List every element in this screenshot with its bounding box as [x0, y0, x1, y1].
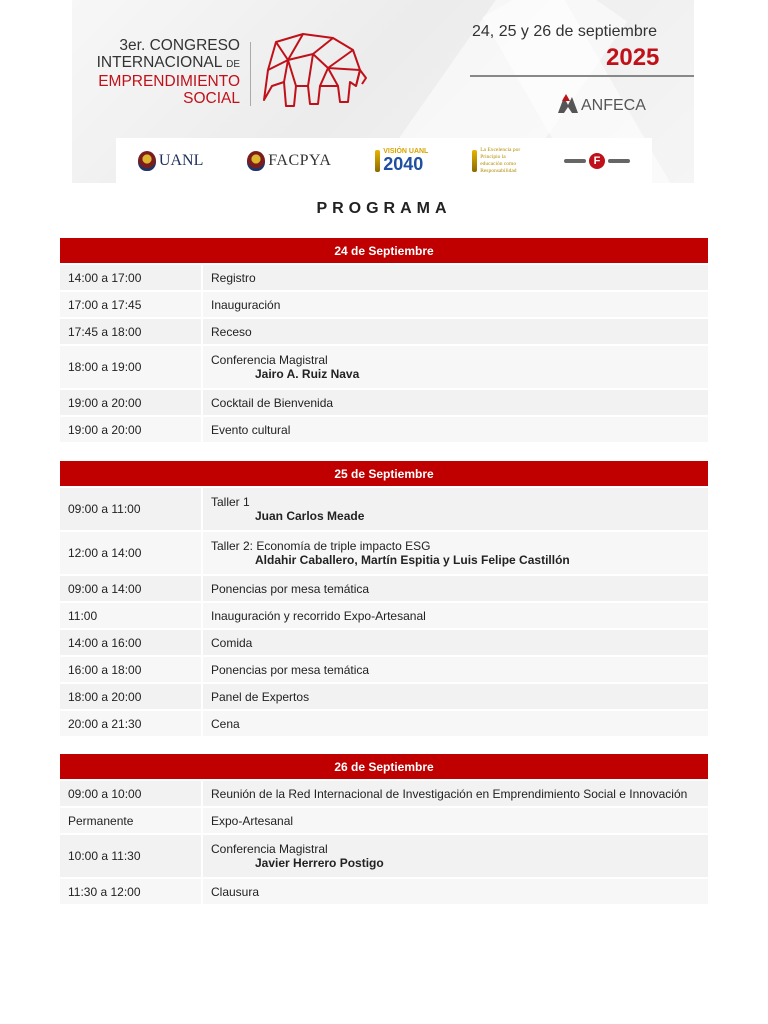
activity-cell: Panel de Expertos [203, 684, 708, 709]
activity-cell: Clausura [203, 879, 708, 904]
activity-cell: Ponencias por mesa temática [203, 657, 708, 682]
time-cell: 17:00 a 17:45 [60, 292, 201, 317]
day-heading: 24 de Septiembre [60, 238, 708, 263]
schedule-row [60, 317, 708, 344]
day-table [60, 754, 708, 904]
header-divider [250, 42, 251, 106]
time-cell: 12:00 a 14:00 [60, 532, 201, 574]
vision-2040-logo: VISIÓN UANL 2040 [375, 148, 428, 173]
time-cell: 14:00 a 17:00 [60, 265, 201, 290]
activity-cell: Taller 1 Juan Carlos Meade [203, 488, 708, 530]
time-cell: 09:00 a 10:00 [60, 781, 201, 806]
event-year: 2025 [606, 44, 660, 71]
anfeca-text: ANFECA [581, 97, 646, 114]
speaker-name: Aldahir Caballero, Martín Espitia y Luis Felipe Castillón [255, 553, 570, 567]
schedule-row [60, 877, 708, 904]
schedule-row [60, 628, 708, 655]
event-dates: 24, 25 y 26 de septiembre [472, 23, 658, 40]
activity-cell: Conferencia Magistral Javier Herrero Postigo [203, 835, 708, 877]
time-cell: 19:00 a 20:00 [60, 417, 201, 442]
time-cell: 20:00 a 21:30 [60, 711, 201, 736]
facpya-logo: FACPYA [247, 151, 331, 171]
congress-line-2: INTERNACIONAL DE [96, 54, 240, 71]
activity-cell: Evento cultural [203, 417, 708, 442]
partner-logos [116, 138, 652, 183]
wing-icon [608, 159, 630, 163]
day-table [60, 461, 708, 736]
schedule-row [60, 806, 708, 833]
day-heading: 25 de Septiembre [60, 461, 708, 486]
uanl-logo: UANL [138, 151, 203, 171]
f-emblem-icon: F [589, 153, 605, 169]
time-cell: 16:00 a 18:00 [60, 657, 201, 682]
day-table [60, 238, 708, 442]
schedule-row [60, 682, 708, 709]
date-rule [470, 75, 694, 77]
schedule-row [60, 344, 708, 388]
time-cell: 09:00 a 11:00 [60, 488, 201, 530]
activity-cell: Ponencias por mesa temática [203, 576, 708, 601]
activity-cell: Receso [203, 319, 708, 344]
activity-cell: Inauguración [203, 292, 708, 317]
anfeca-logo [556, 93, 646, 115]
facpya-shield-icon [247, 151, 265, 171]
activity-cell: Cocktail de Bienvenida [203, 390, 708, 415]
time-cell: 09:00 a 14:00 [60, 576, 201, 601]
schedule-row [60, 709, 708, 736]
activity-cell: Comida [203, 630, 708, 655]
activity-cell: Registro [203, 265, 708, 290]
schedule-row [60, 263, 708, 290]
wing-icon [564, 159, 586, 163]
schedule-row [60, 530, 708, 574]
activity-cell: Taller 2: Economía de triple impacto ESG Aldahir Caballero, Martín Espitia y Luis Felipe Castillón [203, 532, 708, 574]
schedule-row [60, 779, 708, 806]
torch-icon [375, 150, 380, 172]
anfeca-mark-icon [556, 93, 580, 115]
day-heading: 26 de Septiembre [60, 754, 708, 779]
congress-line-4: SOCIAL [183, 90, 240, 107]
page-title: PROGRAMA [316, 200, 452, 217]
activity-cell: Expo-Artesanal [203, 808, 708, 833]
time-cell: 14:00 a 16:00 [60, 630, 201, 655]
schedule-row [60, 601, 708, 628]
header-banner [72, 0, 694, 183]
time-cell: 10:00 a 11:30 [60, 835, 201, 877]
schedule-row [60, 290, 708, 317]
uanl-seal-icon [138, 151, 156, 171]
schedule-row [60, 486, 708, 530]
activity-cell: Conferencia Magistral Jairo A. Ruiz Nava [203, 346, 708, 388]
f-wings-logo [564, 153, 630, 169]
elephant-logo-icon [258, 30, 368, 110]
activity-cell: Cena [203, 711, 708, 736]
time-cell: 18:00 a 19:00 [60, 346, 201, 388]
time-cell: 11:00 [60, 603, 201, 628]
schedule-row [60, 415, 708, 442]
schedule-row [60, 833, 708, 877]
schedule-row [60, 655, 708, 682]
time-cell: 11:30 a 12:00 [60, 879, 201, 904]
speaker-name: Juan Carlos Meade [255, 509, 365, 523]
time-cell: 17:45 a 18:00 [60, 319, 201, 344]
time-cell: 18:00 a 20:00 [60, 684, 201, 709]
excelencia-logo: La Excelencia por Principio la educación como Responsabilidad [472, 147, 520, 175]
congress-name [90, 37, 240, 107]
schedule-row [60, 388, 708, 415]
activity-cell: Inauguración y recorrido Expo-Artesanal [203, 603, 708, 628]
congress-line-1: 3er. CONGRESO [119, 37, 240, 54]
speaker-name: Javier Herrero Postigo [255, 856, 384, 870]
speaker-name: Jairo A. Ruiz Nava [255, 367, 360, 381]
time-cell: 19:00 a 20:00 [60, 390, 201, 415]
torch-icon [472, 150, 477, 172]
time-cell: Permanente [60, 808, 201, 833]
activity-cell: Reunión de la Red Internacional de Investigación en Emprendimiento Social e Innovación [203, 781, 708, 806]
schedule-row [60, 574, 708, 601]
congress-line-3: EMPRENDIMIENTO [98, 73, 240, 90]
